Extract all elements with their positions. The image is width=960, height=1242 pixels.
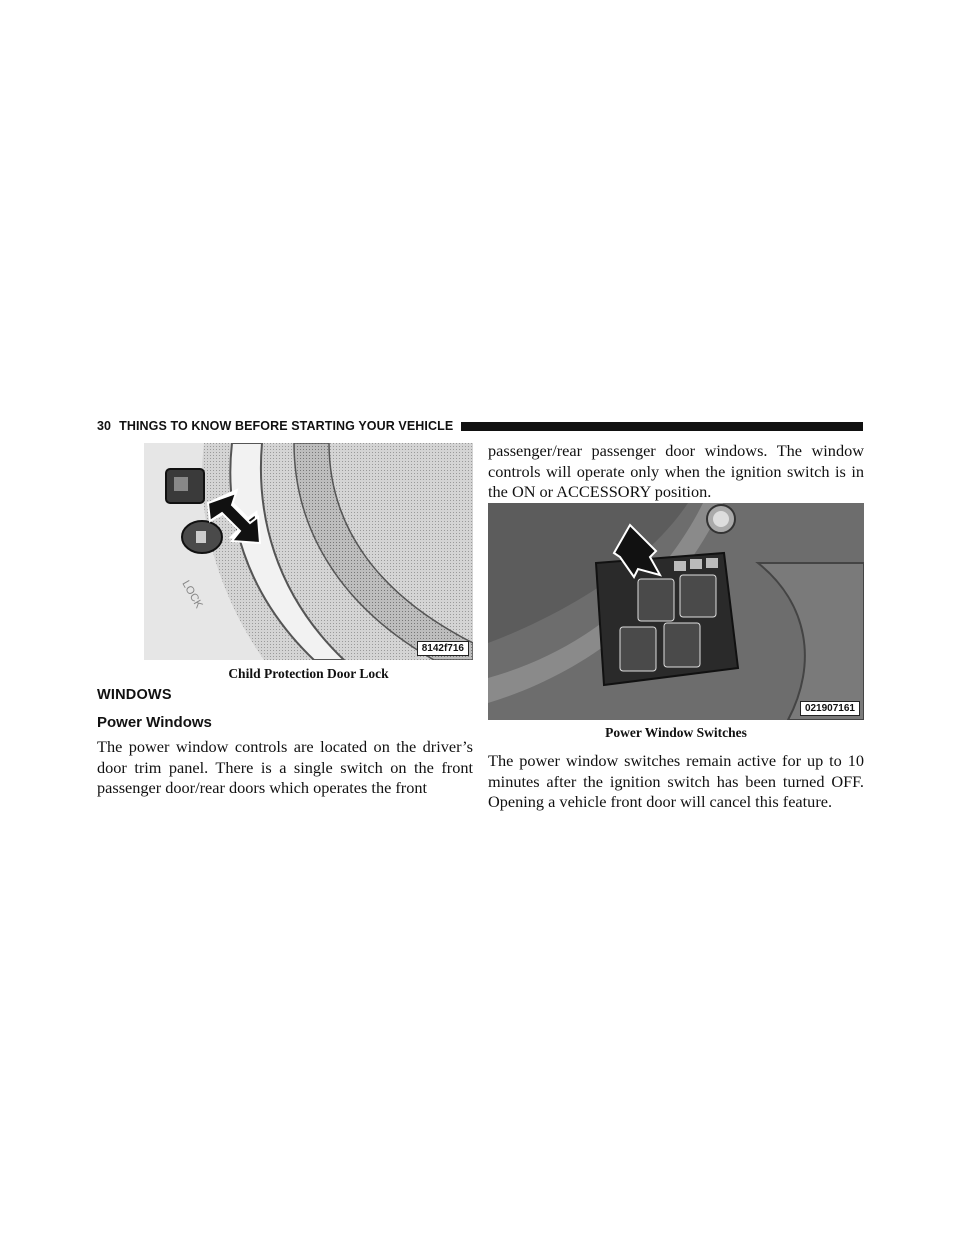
child-lock-illustration (144, 443, 473, 660)
figure-caption-right: Power Window Switches (605, 725, 747, 740)
power-window-switch-figure (488, 503, 864, 720)
figure-code: 8142f716 (417, 641, 469, 656)
paragraph-left: The power window controls are located on the driver’s door trim panel. There is a single switch on the front passenger door/rear doors which operates the front (97, 737, 473, 797)
running-header (97, 419, 863, 433)
paragraph-right-bottom: The power window switches remain active for up to 10 minutes after the ignition switch has been turned OFF. Opening a vehicle front door will cancel this feature. (488, 751, 864, 811)
figure-caption-left: Child Protection Door Lock (228, 666, 389, 681)
power-window-switch-illustration (488, 503, 864, 720)
paragraph-right-top: passenger/rear passenger door windows. The window controls will operate only when the ignition switch is in the ON or ACCESSORY position. (488, 441, 864, 501)
page-number: 30 (97, 419, 112, 433)
svg-text:LOCK: LOCK (179, 578, 205, 611)
section-heading: WINDOWS (97, 687, 172, 703)
figure-code: 021907161 (800, 701, 860, 716)
section-title: THINGS TO KNOW BEFORE STARTING YOUR VEHICLE (119, 419, 454, 433)
header-rule (461, 422, 863, 431)
child-lock-figure (144, 443, 473, 660)
subsection-heading: Power Windows (97, 714, 212, 731)
